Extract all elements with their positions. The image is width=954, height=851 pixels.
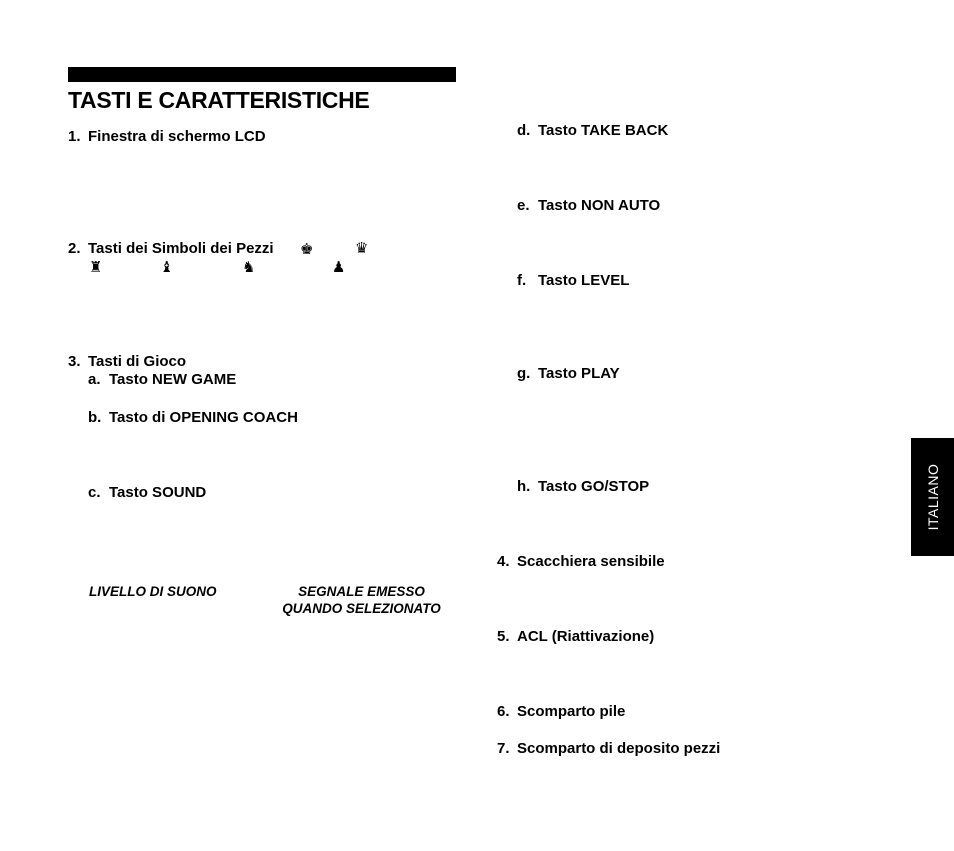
item-number: 2. [68, 240, 81, 257]
sub-item-f [517, 272, 629, 289]
title-rule [68, 67, 456, 82]
item-label: Tasto NEW GAME [109, 371, 237, 388]
item-label: Tasti di Gioco [88, 353, 187, 370]
item-label: Tasto PLAY [538, 365, 620, 382]
king-icon: ♚ [300, 240, 314, 258]
item-label: Tasto LEVEL [538, 272, 630, 289]
item-label: Tasto NON AUTO [538, 197, 661, 214]
item-6 [497, 703, 625, 720]
item-label: Tasto GO/STOP [538, 478, 650, 495]
sub-item-d [517, 122, 668, 139]
item-number: 7. [497, 740, 510, 757]
item-5 [497, 628, 654, 645]
knight-icon: ♞ [242, 258, 256, 276]
item-number: 3. [68, 353, 81, 370]
item-number: f. [517, 272, 527, 289]
item-label: Tasti dei Simboli dei Pezzi [88, 240, 274, 257]
table-header-signal-line2: QUANDO SELEZIONATO [282, 601, 441, 616]
item-label: ACL (Riattivazione) [517, 628, 655, 645]
item-4 [497, 553, 665, 570]
table-header-sound-level: LIVELLO DI SUONO [89, 584, 217, 599]
item-number: b. [88, 409, 102, 426]
item-number: 1. [68, 128, 81, 145]
item-number: 5. [497, 628, 510, 645]
sub-item-e [517, 197, 660, 214]
sub-item-b [88, 409, 298, 426]
item-label: Tasto di OPENING COACH [109, 409, 298, 426]
item-label: Scacchiera sensibile [517, 553, 665, 570]
rook-icon: ♜ [89, 258, 103, 276]
item-label: Scomparto di deposito pezzi [517, 740, 721, 757]
item-number: 6. [497, 703, 510, 720]
item-7 [497, 740, 720, 757]
sub-item-h [517, 478, 649, 495]
table-header-signal-line1: SEGNALE EMESSO [298, 584, 425, 599]
item-number: g. [517, 365, 531, 382]
sub-item-a [88, 371, 236, 388]
item-label: Tasto SOUND [109, 484, 207, 501]
queen-icon: ♛ [355, 239, 369, 257]
page-title: TASTI E CARATTERISTICHE [68, 87, 370, 113]
item-label: Scomparto pile [517, 703, 626, 720]
bishop-icon: ♝ [160, 258, 174, 276]
item-label: Finestra di schermo LCD [88, 128, 266, 145]
item-number: 4. [497, 553, 510, 570]
language-tab [911, 438, 954, 556]
item-number: a. [88, 371, 101, 388]
item-number: c. [88, 484, 101, 501]
language-tab-label: ITALIANO [924, 463, 941, 531]
pawn-icon: ♟ [332, 258, 346, 276]
item-number: h. [517, 478, 531, 495]
item-number: d. [517, 122, 531, 139]
sub-item-g [517, 365, 620, 382]
item-1 [68, 128, 266, 145]
item-label: Tasto TAKE BACK [538, 122, 669, 139]
item-number: e. [517, 197, 530, 214]
sub-item-c [88, 484, 206, 501]
item-3 [68, 353, 186, 370]
item-2 [68, 240, 274, 257]
